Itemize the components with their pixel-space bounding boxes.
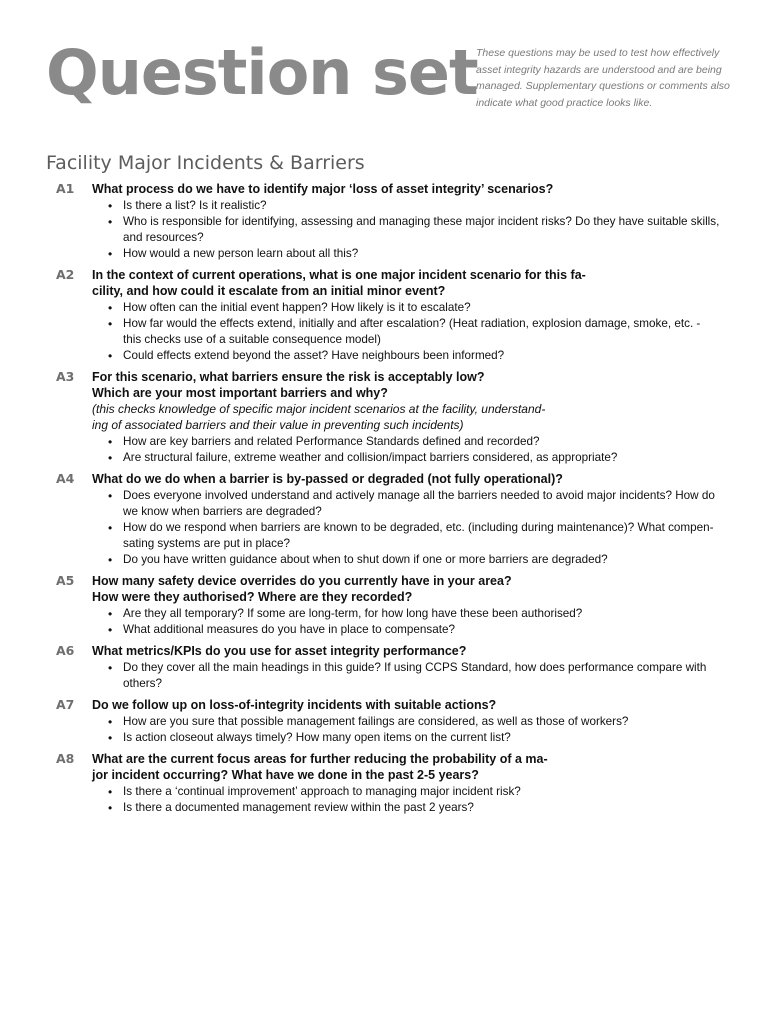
bullet-list xyxy=(92,300,728,364)
question-a4 xyxy=(0,471,768,568)
bullet-item: • Do you have written guidance about when to shut down if one or more barriers are degraded? xyxy=(92,552,728,568)
intro-text: These questions may be used to test how effectively asset integrity hazards are understood and are being managed. Supplementary questions or comments also indicate what good practice looks like. xyxy=(476,47,730,110)
bullet-item: • Do they cover all the main headings in this guide? If using CCPS Standard, how does performance compare with others? xyxy=(92,660,728,692)
bullet-list xyxy=(92,606,728,638)
question-number: A2 xyxy=(56,267,75,282)
bullet-item: • Is there a ‘continual improvement’ approach to managing major incident risk? xyxy=(92,784,728,800)
bullet-list xyxy=(92,198,728,262)
bullet-item: • Is there a documented management review within the past 2 years? xyxy=(92,800,728,816)
bullet-item: • Are structural failure, extreme weather and collision/impact barriers considered, as appropriate? xyxy=(92,450,728,466)
question-a8 xyxy=(0,751,768,816)
bullet-item: • Is action closeout always timely? How many open items on the current list? xyxy=(92,730,728,746)
bullet-list xyxy=(92,784,728,816)
question-number: A3 xyxy=(56,369,75,384)
bullet-list xyxy=(92,488,728,568)
question-number: A1 xyxy=(56,181,75,196)
page-title: Question set xyxy=(46,36,478,109)
bullet-list xyxy=(92,434,728,466)
question-text: How many safety device overrides do you currently have in your area? How were they authorised? Where are they recorded? xyxy=(92,574,512,604)
bullet-item: • What additional measures do you have in place to compensate? xyxy=(92,622,728,638)
question-text: What are the current focus areas for further reducing the probability of a ma- jor incident occurring? What have we done in the past 2-5 years? xyxy=(92,752,548,782)
bullet-item: • How would a new person learn about all this? xyxy=(92,246,728,262)
question-text: In the context of current operations, what is one major incident scenario for this fa- cility, and how could it escalate from an initial minor event? xyxy=(92,268,586,298)
section-title: Facility Major Incidents & Barriers xyxy=(46,152,365,174)
question-text: What do we do when a barrier is by-passed or degraded (not fully operational)? xyxy=(92,472,563,486)
question-a6 xyxy=(0,643,768,692)
question-text: What metrics/KPIs do you use for asset integrity performance? xyxy=(92,644,467,658)
bullet-item: • How far would the effects extend, initially and after escalation? (Heat radiation, explosion damage, smoke, etc. - this checks use of a suitable consequence model) xyxy=(92,316,728,348)
question-number: A7 xyxy=(56,697,75,712)
question-a1 xyxy=(0,181,768,262)
question-a2 xyxy=(0,267,768,364)
bullet-list xyxy=(92,660,728,692)
bullet-list xyxy=(92,714,728,746)
question-list xyxy=(0,181,768,821)
question-text: What process do we have to identify major ‘loss of asset integrity’ scenarios? xyxy=(92,182,554,196)
bullet-item: • How are key barriers and related Performance Standards defined and recorded? xyxy=(92,434,728,450)
question-a5 xyxy=(0,573,768,638)
question-a7 xyxy=(0,697,768,746)
bullet-item: • Are they all temporary? If some are long-term, for how long have these been authorised? xyxy=(92,606,728,622)
question-note: (this checks knowledge of specific major incident scenarios at the facility, understand- ing of associated barriers and their value in preventing such incidents) xyxy=(92,402,546,432)
bullet-item: • Could effects extend beyond the asset? Have neighbours been informed? xyxy=(92,348,728,364)
question-a3 xyxy=(0,369,768,466)
bullet-item: • How often can the initial event happen? How likely is it to escalate? xyxy=(92,300,728,316)
bullet-item: • Who is responsible for identifying, assessing and managing these major incident risks? Do they have suitable skills, and resources? xyxy=(92,214,728,246)
bullet-item: • How are you sure that possible management failings are considered, as well as those of workers? xyxy=(92,714,728,730)
question-number: A8 xyxy=(56,751,75,766)
question-text: Do we follow up on loss-of-integrity incidents with suitable actions? xyxy=(92,698,497,712)
bullet-item: • Does everyone involved understand and actively manage all the barriers needed to avoid major incidents? How do we know when barriers are degraded? xyxy=(92,488,728,520)
question-number: A5 xyxy=(56,573,75,588)
question-text: For this scenario, what barriers ensure the risk is acceptably low? Which are your most important barriers and why? xyxy=(92,370,485,400)
question-number: A4 xyxy=(56,471,75,486)
bullet-item: • Is there a list? Is it realistic? xyxy=(92,198,728,214)
bullet-item: • How do we respond when barriers are known to be degraded, etc. (including during maintenance)? What compen- sating systems are put in place? xyxy=(92,520,728,552)
question-number: A6 xyxy=(56,643,75,658)
